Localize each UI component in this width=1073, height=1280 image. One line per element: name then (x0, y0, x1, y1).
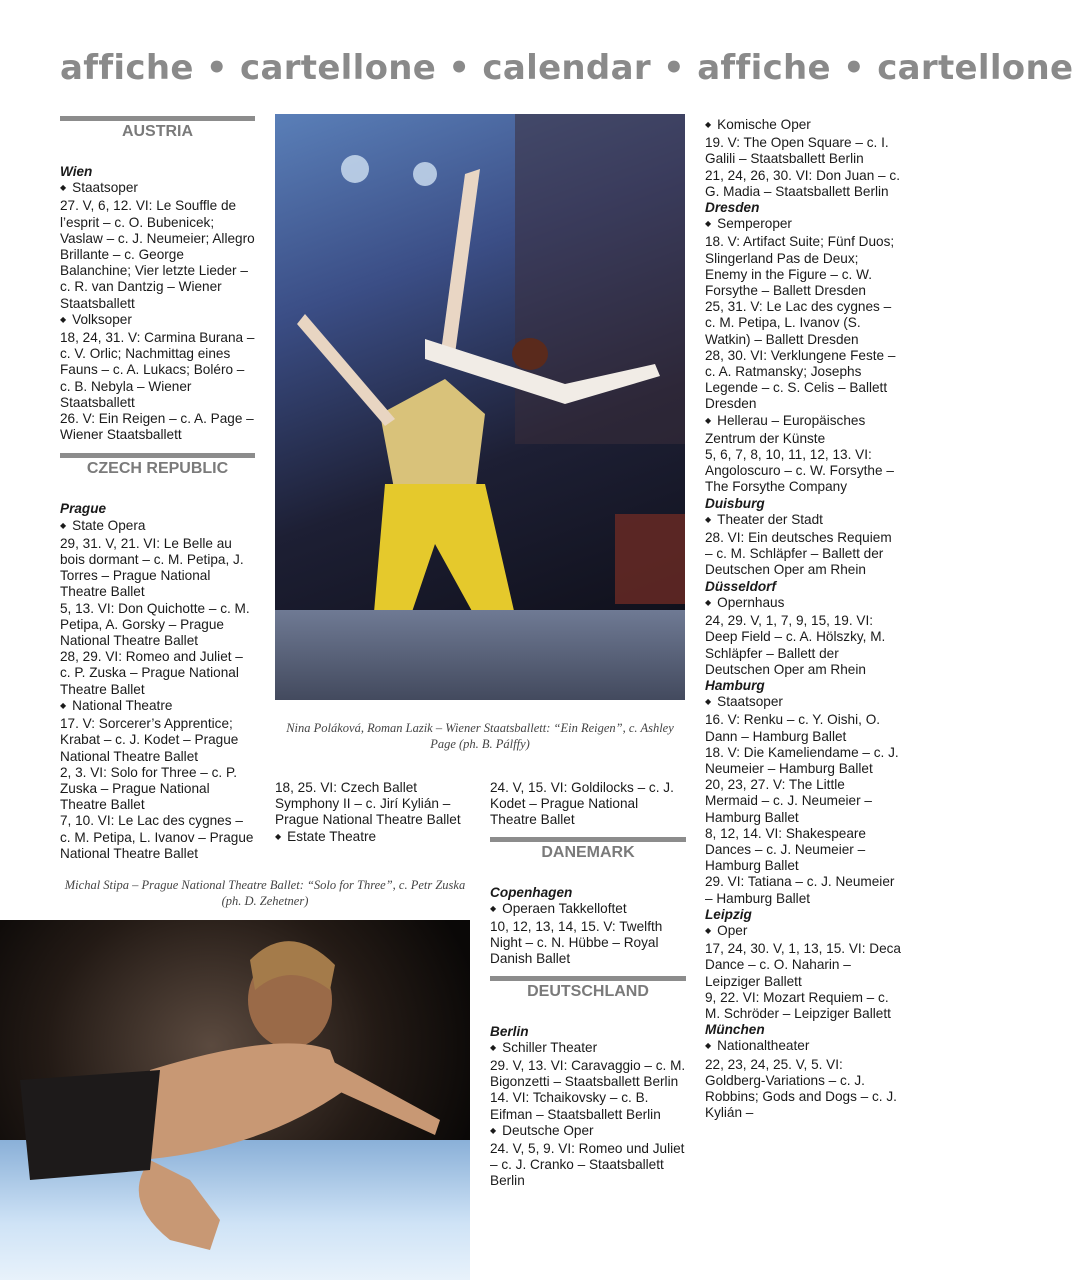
city-heading: Dresden (705, 200, 760, 216)
page-banner: affiche • cartellone • calendar • affiche • cartellone (60, 48, 1073, 88)
venue-name: ◆ Deutsche Oper (490, 1123, 686, 1141)
column-2 (275, 780, 471, 847)
section-heading-czech-republic: CZECH REPUBLIC (60, 453, 255, 501)
column-1 (60, 114, 255, 862)
dancer-illustration (0, 920, 470, 1280)
venue-name: ◆ Staatsoper (705, 694, 901, 712)
venue-name: ◆ Volksoper (60, 312, 255, 330)
performance-entry: 8, 12, 14. VI: Shakespeare Dances – c. J. Neumeier – Hamburg Ballet (705, 825, 866, 874)
performance-entry: 25, 31. V: Le Lac des cygnes – c. M. Petipa, L. Ivanov (S. Watkin) – Ballett Dresden (705, 299, 892, 347)
performance-entry: 18, 24, 31. V: Carmina Burana – c. V. Orlic; Nachmittag eines Fauns – c. A. Lukacs; Boléro – c. B. Nebyla – Wiener Staatsballett (60, 330, 255, 410)
performance-entry: 18. V: Artifact Suite; Fünf Duos; Slingerland Pas de Deux; Enemy in the Figure – c. W. Forsythe – Ballett Dresden (705, 234, 895, 299)
city-heading: Copenhagen (490, 884, 573, 900)
performance-entry: 22, 23, 24, 25. V, 5. VI: Goldberg-Variations – c. J. Robbins; Gods and Dogs – c. J. Kylián – (705, 1056, 897, 1121)
performance-entry: 14. VI: Tchaikovsky – c. B. Eifman – Staatsballett Berlin (490, 1090, 661, 1122)
city-heading: München (705, 1022, 765, 1038)
photo-caption: Nina Poláková, Roman Lazik – Wiener Staatsballett: “Ein Reigen”, c. Ashley Page (ph. B. Pálffy) (286, 721, 674, 751)
performance-entry: 29, 31. V, 21. VI: Le Belle au bois dormant – c. M. Petipa, J. Torres – Prague National Theatre Ballet (60, 535, 244, 600)
performance-entry: 24. V, 5, 9. VI: Romeo und Juliet – c. J. Cranko – Staatsballett Berlin (490, 1141, 685, 1189)
venue-name: ◆ Schiller Theater (490, 1040, 686, 1058)
venue-name: ◆ Operaen Takkelloftet (490, 901, 686, 919)
performance-entry: 17. V: Sorcerer’s Apprentice; Krabat – c. J. Kodet – Prague National Theatre Ballet (60, 716, 239, 764)
city-heading: Hamburg (705, 677, 765, 693)
performance-entry: 16. V: Renku – c. Y. Oishi, O. Dann – Hamburg Ballet (705, 712, 881, 744)
performance-entry: 20, 23, 27. V: The Little Mermaid – c. J. Neumeier – Hamburg Ballet (705, 777, 872, 825)
city-heading: Wien (60, 164, 93, 179)
performance-entry: 10, 12, 13, 14, 15. V: Twelfth Night – c. N. Hübbe – Royal Danish Ballet (490, 919, 663, 967)
venue-name: ◆ State Opera (60, 518, 255, 536)
venue-name: ◆ Oper (705, 923, 901, 941)
venue-name: ◆ Opernhaus (705, 595, 901, 613)
performance-entry: 29. V, 13. VI: Caravaggio – c. M. Bigonzetti – Staatsballett Berlin (490, 1058, 686, 1090)
venue-name: ◆ Theater der Stadt (705, 512, 901, 530)
venue-name: ◆ Komische Oper (705, 117, 901, 135)
city-heading: Duisburg (705, 495, 765, 511)
section-heading-deutschland: DEUTSCHLAND (490, 976, 686, 1024)
column-3 (490, 780, 686, 1190)
city-heading: Leipzig (705, 906, 752, 922)
stage-floor (275, 610, 685, 700)
performance-entry: 29. VI: Tatiana – c. J. Neumeier – Hamburg Ballet (705, 874, 895, 906)
city-heading: Düsseldorf (705, 578, 777, 594)
venue-name: ◆ Staatsoper (60, 180, 255, 198)
venue-name: ◆ Semperoper (705, 216, 901, 234)
venue-name: ◆ Estate Theatre (275, 829, 471, 847)
city-heading: Berlin (490, 1023, 529, 1039)
performance-entry: 5, 6, 7, 8, 10, 11, 12, 13. VI: Angoloscuro – c. W. Forsythe – The Forsythe Company (705, 447, 894, 495)
performance-entry: 28, 30. VI: Verklungene Feste – c. A. Ratmansky; Josephs Legende – c. S. Celis – Ballett Dresden (705, 347, 896, 412)
performance-entry: 21, 24, 26, 30. VI: Don Juan – c. G. Madia – Staatsballett Berlin (705, 167, 900, 199)
section-heading-austria: AUSTRIA (60, 116, 255, 164)
photo-solo-for-three (0, 920, 470, 1280)
performance-entry: 19. V: The Open Square – c. I. Galili – Staatsballett Berlin (705, 135, 889, 167)
photo-caption: Michal Stipa – Prague National Theatre Ballet: “Solo for Three”, c. Petr Zuska (ph. D. Zehetner) (64, 878, 466, 908)
performance-entry: 17, 24, 30. V, 1, 13, 15. VI: Deca Dance – c. O. Naharin – Leipziger Ballett (705, 941, 901, 989)
section-heading-danemark: DANEMARK (490, 837, 686, 885)
performance-entry: 26. V: Ein Reigen – c. A. Page – Wiener Staatsballett (60, 411, 254, 443)
performance-entry: 24, 29. V, 1, 7, 9, 15, 19. VI: Deep Field – c. A. Hölszky, M. Schläpfer – Ballett der Deutschen Oper am Rhein (705, 613, 886, 677)
performance-entry: 2, 3. VI: Solo for Three – c. P. Zuska – Prague National Theatre Ballet (60, 764, 238, 813)
performance-entry: 27. V, 6, 12. VI: Le Souffle de l’esprit – c. O. Bubenicek; Vaslaw – c. J. Neumeier; Allegro Brillante – c. George Balanchine; Vier letzte Lieder – c. R. van Dantzig – Wiener Staatsballett (60, 198, 255, 311)
performance-entry: 18. V: Die Kameliendame – c. J. Neumeier – Hamburg Ballet (705, 744, 899, 776)
performance-entry: 28. VI: Ein deutsches Requiem – c. M. Schläpfer – Ballett der Deutschen Oper am Rhein (705, 530, 892, 578)
photo-ein-reigen (275, 114, 685, 700)
performance-entry: 7, 10. VI: Le Lac des cygnes – c. M. Petipa, L. Ivanov – Prague National Theatre Ballet (60, 813, 254, 861)
column-4 (705, 117, 901, 1121)
performance-entry: 28, 29. VI: Romeo and Juliet – c. P. Zuska – Prague National Theatre Ballet (60, 649, 243, 697)
performance-entry: 18, 25. VI: Czech Ballet Symphony II – c. Jirí Kylián – Prague National Theatre Ballet (275, 780, 461, 828)
venue-name: ◆ Nationaltheater (705, 1038, 901, 1056)
performance-entry: 5, 13. VI: Don Quichotte – c. M. Petipa, A. Gorsky – Prague National Theatre Ballet (60, 600, 250, 649)
venue-name: ◆ Hellerau – Europäisches Zentrum der Künste (705, 413, 901, 447)
city-heading: Prague (60, 501, 107, 517)
venue-name: ◆ National Theatre (60, 698, 255, 716)
performance-entry: 9, 22. VI: Mozart Requiem – c. M. Schröder – Leipziger Ballett (705, 989, 891, 1021)
performance-entry: 24. V, 15. VI: Goldilocks – c. J. Kodet – Prague National Theatre Ballet (490, 780, 674, 828)
